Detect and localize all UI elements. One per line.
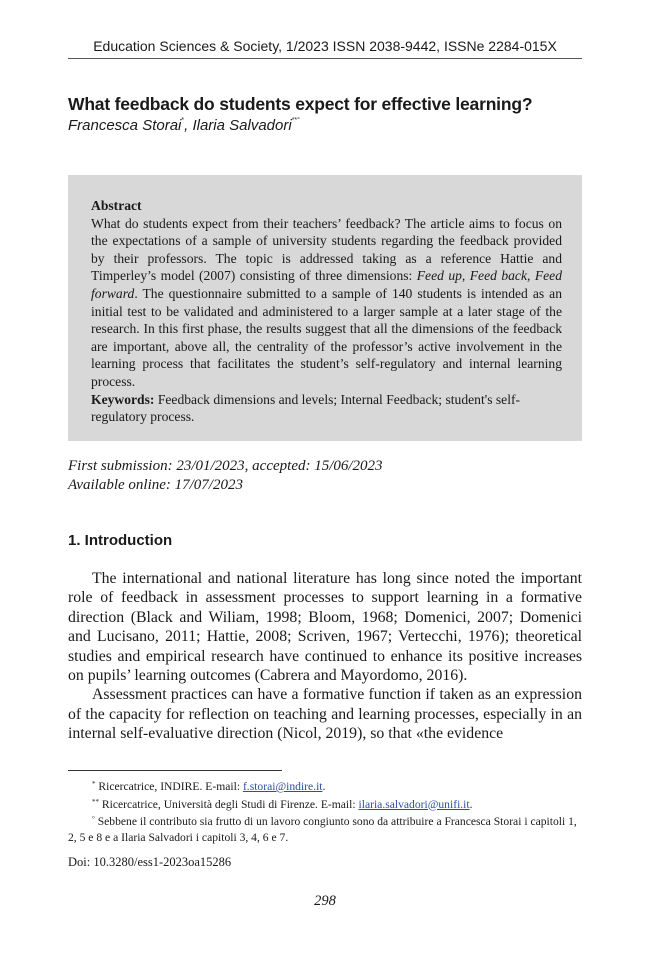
doi: Doi: 10.3280/ess1-2023oa15286 bbox=[68, 855, 232, 869]
running-header: Education Sciences & Society, 1/2023 ISSN 2038-9442, ISSNe 2284-015X bbox=[68, 38, 582, 59]
keywords-label: Keywords: bbox=[91, 391, 155, 407]
footnote-mark: ° bbox=[92, 815, 95, 823]
author-separator: , bbox=[184, 117, 193, 134]
submission-dates bbox=[68, 457, 383, 495]
page-number: 298 bbox=[314, 893, 336, 909]
author-line bbox=[68, 117, 300, 134]
footnote-text: Ricercatrice, Università degli Studi di Firenze. E-mail: bbox=[99, 797, 359, 811]
footnote-text: Sebbene il contributo sia frutto di un lavoro congiunto sono da attribuire a Francesca Storai i capitoli 1, 2, 5 e 8 e a Ilaria Salvadori i capitoli 3, 4, 6 e 7. bbox=[68, 815, 577, 844]
footnote-end: . bbox=[322, 780, 326, 793]
email-link[interactable]: ilaria.salvadori@unifi.it bbox=[358, 797, 470, 811]
author-footnote-mark[interactable]: * bbox=[181, 117, 185, 124]
paragraph: The international and national literature has long since noted the important role of feedback in assessment processes to support learning in a formative direction (Black and Wiliam, 1998; Bloom, 1968; Domenici, 2007; Domenici and Lucisano, 2011; Hattie, 2008; Scriven, 1967; Vertecchi, 1976); theoretical studies and empirical research have continued to enhance its positive increases on pupils’ learning outcomes (Cabrera and Mayordomo, 2016). bbox=[68, 570, 582, 685]
footnote bbox=[68, 812, 582, 845]
footnote-rule bbox=[68, 770, 282, 771]
keywords-text: Feedback dimensions and levels; Internal Feedback; student's self-regulatory process. bbox=[91, 391, 521, 425]
author-name: Francesca Storai bbox=[68, 117, 182, 134]
author-name: Ilaria Salvadori bbox=[192, 117, 292, 134]
abstract-text-part: What do students expect from their teachers’ feedback? The article aims to focus on the expectations of a sample of university students regarding the feedback provided by their professors. The topic is addressed taking as a reference Hattie and Timperley’s model (2007) consisting of three dimensions: bbox=[91, 215, 562, 284]
body-text bbox=[68, 569, 582, 744]
author-footnote-mark[interactable]: **° bbox=[291, 117, 300, 124]
abstract-box bbox=[68, 175, 582, 441]
footnote-text: Ricercatrice, INDIRE. E-mail: bbox=[95, 780, 243, 793]
abstract-text bbox=[91, 215, 562, 391]
footnote-mark: ** bbox=[92, 797, 99, 806]
footnotes bbox=[68, 777, 582, 845]
paper-title: What feedback do students expect for effective learning? bbox=[68, 94, 533, 114]
online-date: Available online: 17/07/2023 bbox=[68, 477, 243, 493]
abstract-heading: Abstract bbox=[91, 198, 142, 213]
section-heading: 1. Introduction bbox=[68, 532, 173, 549]
email-link[interactable]: f.storai@indire.it bbox=[242, 780, 323, 793]
footnote-end: . bbox=[469, 797, 473, 811]
paragraph: Assessment practices can have a formative function if taken as an expression of the capacity for reflection on teaching and learning processes, especially in an internal self-evaluative direction (Nicol, 2019), so that «the evidence bbox=[68, 686, 582, 743]
keywords bbox=[91, 391, 562, 426]
abstract-text-part: . The questionnaire submitted to a sample of 140 students is intended as an initial test to be validated and administered to a larger sample at a later stage of the research. In this first phase, the results suggest that all the dimensions of the feedback are important, above all, the centrality of the professor’s active involvement in the learning process that facilitates the student’s self-regulatory and internal learning process. bbox=[91, 285, 562, 389]
submission-date: First submission: 23/01/2023, accepted: 15/06/2023 bbox=[68, 458, 383, 474]
footnote-mark: * bbox=[92, 780, 96, 788]
abstract-italic-terms: Feed up, Feed back, Feed forward bbox=[91, 268, 562, 301]
footnote bbox=[68, 777, 582, 795]
footnote bbox=[68, 795, 582, 813]
